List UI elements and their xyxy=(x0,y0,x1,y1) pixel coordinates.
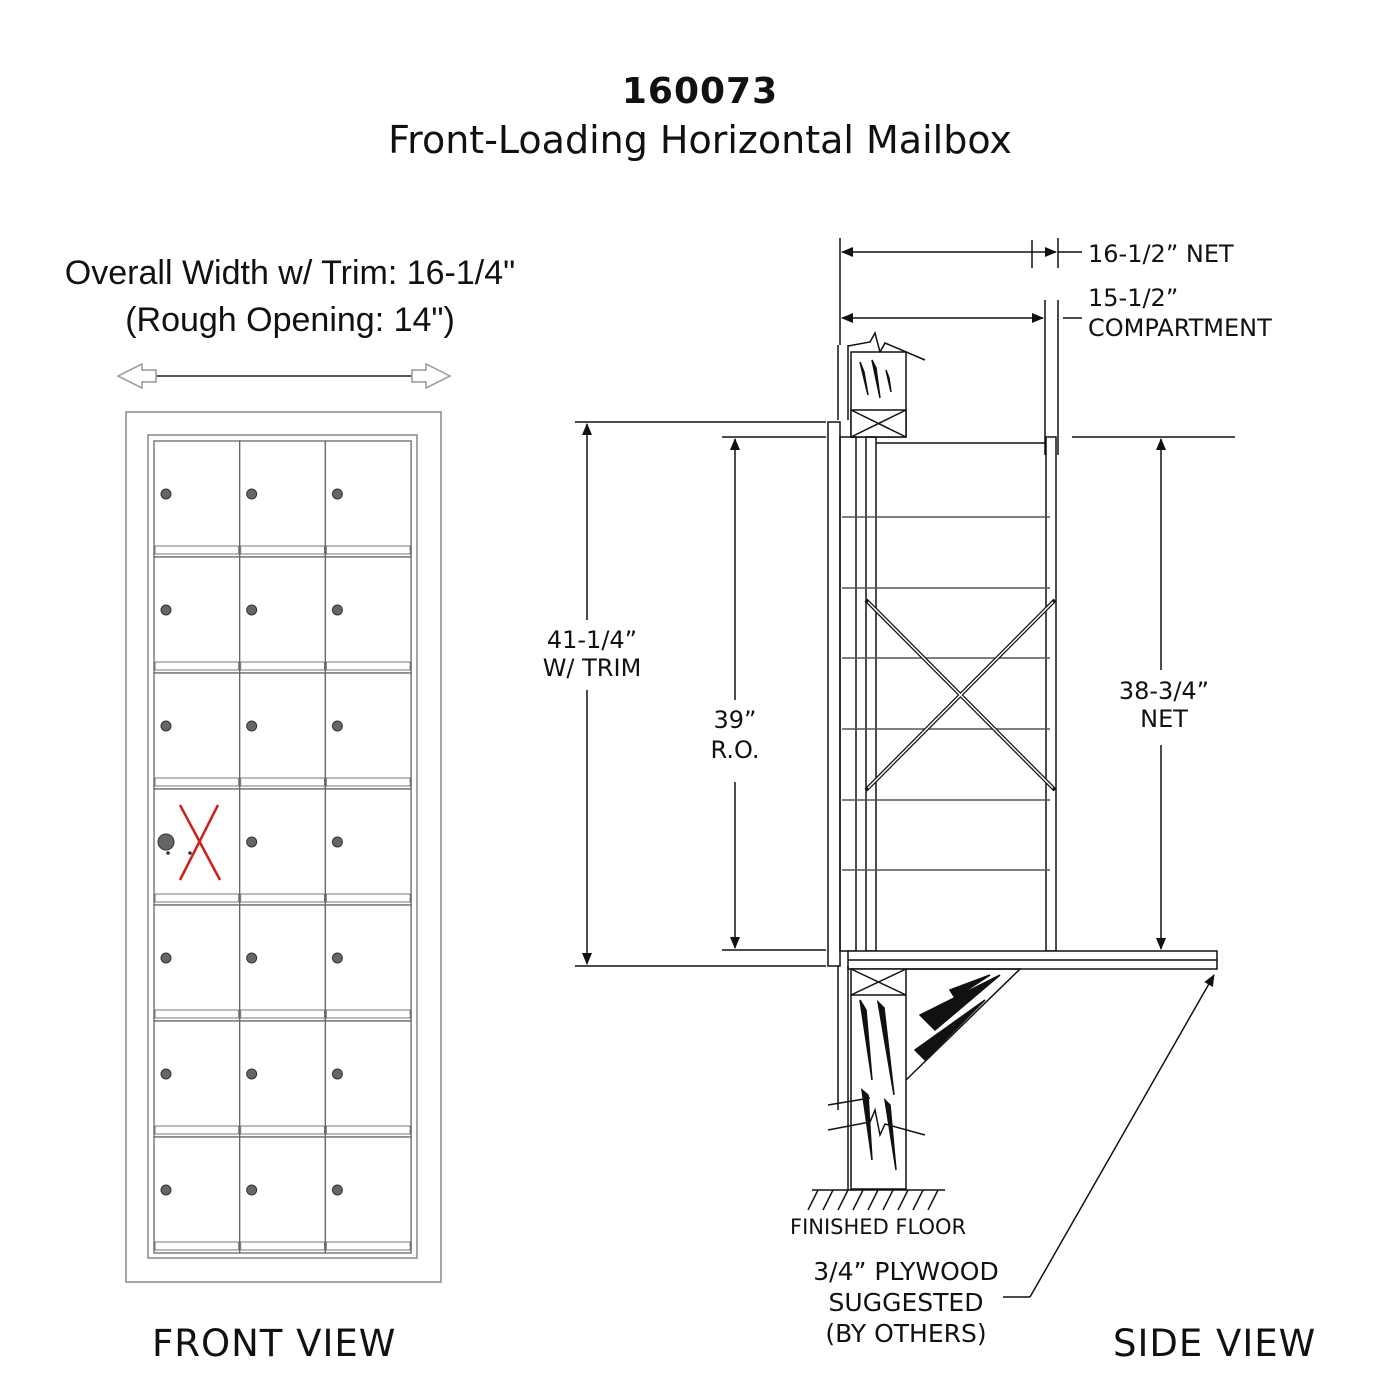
lock-dot-icon xyxy=(188,851,192,855)
compartment-width-line1: 15-1/2” xyxy=(1088,284,1179,312)
width-arrow xyxy=(118,364,450,388)
door-bottom-rail xyxy=(241,1242,325,1250)
door-bottom-rail xyxy=(326,1126,410,1134)
door-bottom-rail xyxy=(326,546,410,554)
door-lock-icon xyxy=(247,1185,257,1195)
net-height-line2: NET xyxy=(1140,705,1188,733)
door-bottom-rail xyxy=(155,1010,239,1018)
door-bottom-rail xyxy=(241,1126,325,1134)
door-bottom-rail xyxy=(326,1010,410,1018)
front-view xyxy=(118,364,450,1282)
door-bottom-rail xyxy=(155,1242,239,1250)
master-lock-icon xyxy=(158,834,174,850)
door-lock-icon xyxy=(332,721,342,731)
plywood-line3: (BY OTHERS) xyxy=(825,1319,987,1348)
finished-floor xyxy=(808,1190,945,1210)
door-bottom-rail xyxy=(326,1242,410,1250)
net-width-label: 16-1/2” NET xyxy=(1088,240,1234,268)
trim-height-line2: W/ TRIM xyxy=(542,654,642,682)
compartment-width-line2: COMPARTMENT xyxy=(1088,314,1272,342)
door-bottom-rail xyxy=(241,662,325,670)
door-bottom-rail xyxy=(326,662,410,670)
net-height-line1: 38-3/4” xyxy=(1118,677,1210,705)
plywood-shelf xyxy=(848,951,1217,969)
door-lock-icon xyxy=(332,489,342,499)
compartment-grid xyxy=(154,441,411,1253)
plywood-leader xyxy=(1003,975,1214,1297)
door-bottom-rail xyxy=(241,546,325,554)
overall-width-line: Overall Width w/ Trim: 16-1/4" xyxy=(64,254,516,292)
door-lock-icon xyxy=(161,605,171,615)
door-lock-icon xyxy=(332,1185,342,1195)
ro-height-line2: R.O. xyxy=(710,736,760,764)
door-lock-icon xyxy=(332,1069,342,1079)
door-lock-icon xyxy=(247,605,257,615)
model-number: 160073 xyxy=(621,71,779,112)
lock-dot-icon xyxy=(166,851,170,855)
door-lock-icon xyxy=(247,1069,257,1079)
door-bottom-rail xyxy=(155,662,239,670)
plywood-line1: 3/4” PLYWOOD xyxy=(813,1257,999,1286)
side-view-label: SIDE VIEW xyxy=(1113,1322,1317,1365)
mailbox-body-side xyxy=(828,422,1056,966)
door-bottom-rail xyxy=(241,778,325,786)
product-name: Front-Loading Horizontal Mailbox xyxy=(388,118,1012,162)
front-view-label: FRONT VIEW xyxy=(152,1322,397,1365)
door-lock-icon xyxy=(247,953,257,963)
door-lock-icon xyxy=(332,953,342,963)
door-lock-icon xyxy=(332,605,342,615)
finished-floor-label: FINISHED FLOOR xyxy=(790,1215,967,1239)
door-lock-icon xyxy=(247,721,257,731)
ro-height-dimension xyxy=(722,437,826,950)
door-lock-icon xyxy=(161,1069,171,1079)
upper-wall-stud xyxy=(838,333,925,437)
lower-wall-stud xyxy=(828,966,1020,1190)
ro-height-line1: 39” xyxy=(713,706,757,734)
door-bottom-rail xyxy=(155,778,239,786)
door-bottom-rail xyxy=(326,894,410,902)
door-lock-icon xyxy=(161,721,171,731)
door-lock-icon xyxy=(161,953,171,963)
door-bottom-rail xyxy=(241,1010,325,1018)
trim-height-line1: 41-1/4” xyxy=(546,626,638,654)
rough-opening-line: (Rough Opening: 14") xyxy=(125,301,455,339)
door-lock-icon xyxy=(161,489,171,499)
door-bottom-rail xyxy=(155,546,239,554)
plywood-line2: SUGGESTED xyxy=(828,1288,984,1317)
door-lock-icon xyxy=(332,837,342,847)
door-bottom-rail xyxy=(326,778,410,786)
side-view xyxy=(543,238,1272,1348)
door-bottom-rail xyxy=(241,894,325,902)
door-bottom-rail xyxy=(155,1126,239,1134)
door-lock-icon xyxy=(247,837,257,847)
door-lock-icon xyxy=(161,1185,171,1195)
trim-height-dimension xyxy=(575,422,826,966)
door-bottom-rail xyxy=(155,894,239,902)
door-lock-icon xyxy=(247,489,257,499)
